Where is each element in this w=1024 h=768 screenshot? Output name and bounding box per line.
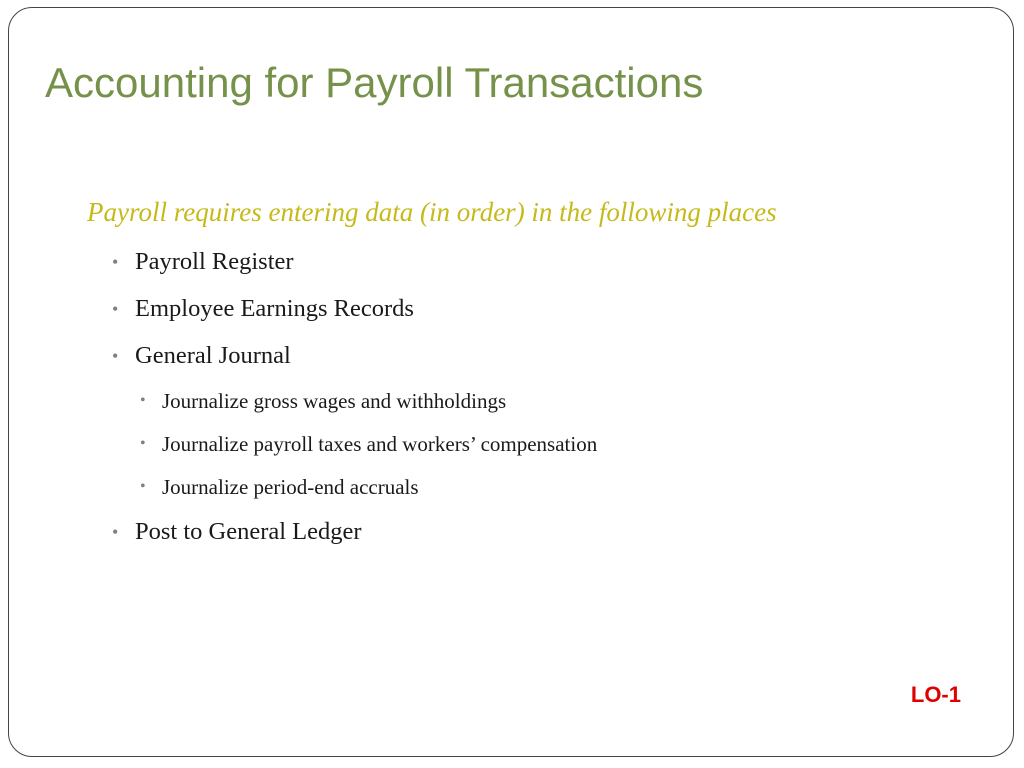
- list-item: [105, 295, 597, 323]
- bullet-icon: •: [112, 522, 119, 542]
- slide-title: Accounting for Payroll Transactions: [45, 59, 704, 106]
- bullet-icon: •: [140, 435, 146, 452]
- list-item: [105, 248, 597, 276]
- bullet-icon: •: [112, 346, 119, 366]
- list-item: [105, 342, 597, 370]
- slide-frame: [8, 7, 1014, 757]
- bullet-icon: •: [140, 392, 146, 409]
- sub-list-item: [105, 432, 597, 456]
- list-item-text: General Journal: [135, 342, 291, 369]
- list-item-text: Employee Earnings Records: [135, 295, 414, 322]
- list-item-text: Payroll Register: [135, 248, 294, 275]
- intro-text: Payroll requires entering data (in order) in the following places: [87, 197, 777, 227]
- bullet-list: [105, 248, 597, 565]
- bullet-icon: •: [112, 252, 119, 272]
- bullet-icon: •: [140, 478, 146, 495]
- list-item: [105, 518, 597, 546]
- bullet-icon: •: [112, 299, 119, 319]
- sub-list-item-text: Journalize gross wages and withholdings: [162, 389, 507, 413]
- learning-objective-tag: LO-1: [910, 682, 961, 707]
- sub-list-item: [105, 389, 597, 413]
- sub-list-item-text: Journalize period-end accruals: [162, 475, 419, 499]
- list-item-text: Post to General Ledger: [135, 518, 362, 545]
- sub-list-item-text: Journalize payroll taxes and workers’ compensation: [162, 432, 598, 456]
- sub-list-item: [105, 475, 597, 499]
